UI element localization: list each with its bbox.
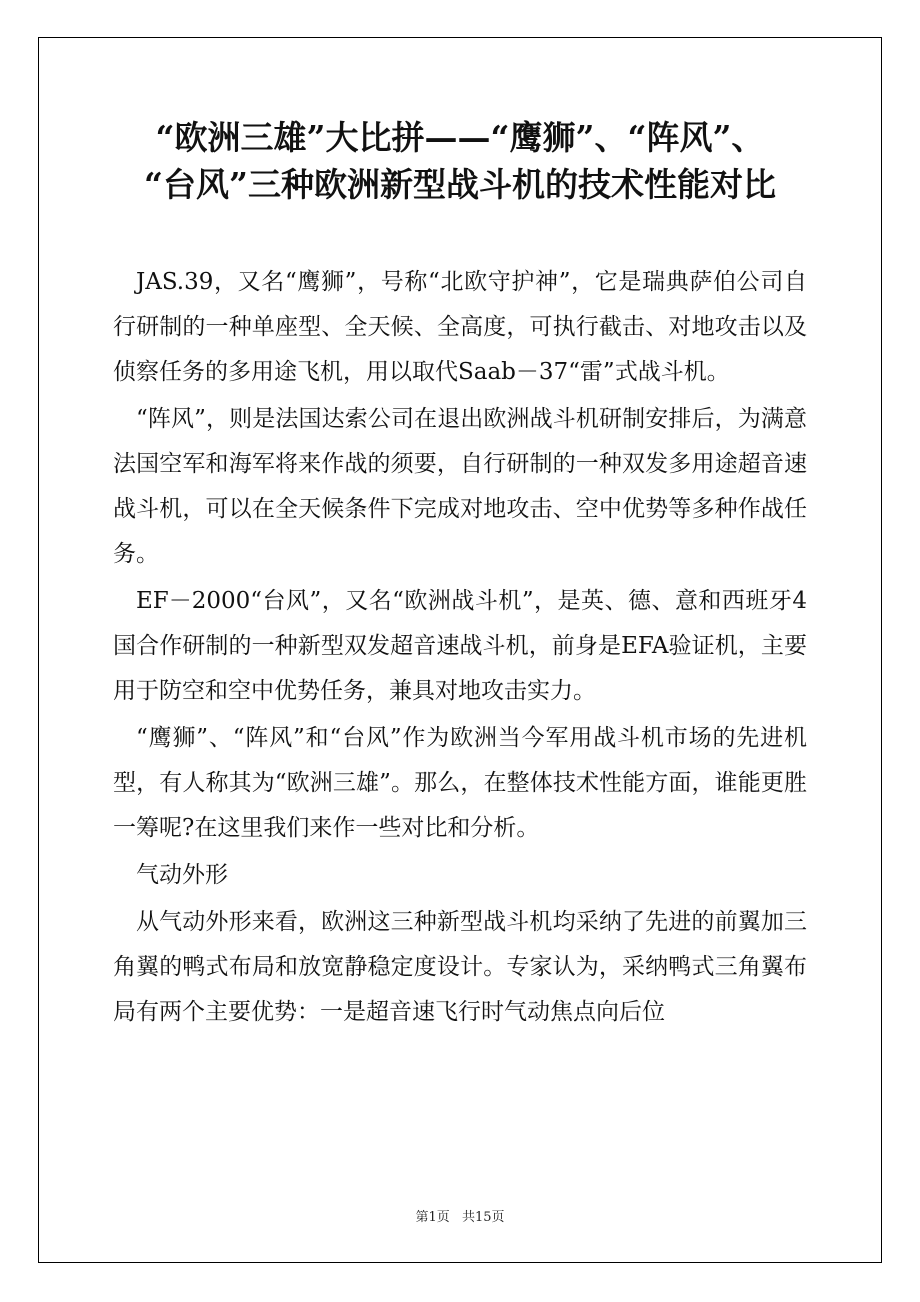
page-total: 共15页 xyxy=(461,1210,505,1225)
document-title-line-1: “欧洲三雄”大比拼——“鹰狮”、“阵风”、 xyxy=(155,118,765,157)
document-body xyxy=(113,260,807,1037)
section-paragraph: 从气动外形来看，欧洲这三种新型战斗机均采纳了先进的前翼加三角翼的鸭式布局和放宽静稳定度设计。专家认为，采纳鸭式三角翼布局有两个主要优势：一是超音速飞行时气动焦点向后位 xyxy=(113,909,807,1025)
paragraph-1: JAS.39，又名“鹰狮”，号称“北欧守护神”，它是瑞典萨伯公司自行研制的一种单座型、全天候、全高度，可执行截击、对地攻击以及侦察任务的多用途飞机，用以取代Saab－37“雷”式战斗机。 xyxy=(113,269,807,385)
section-heading: 气动外形 xyxy=(136,862,228,888)
document-title-line-2: “台风”三种欧洲新型战斗机的技术性能对比 xyxy=(144,165,776,204)
page-footer xyxy=(0,1206,920,1225)
page-number: 第1页 xyxy=(415,1210,450,1225)
paragraph-2: “阵风”，则是法国达索公司在退出欧洲战斗机研制安排后，为满意法国空军和海军将来作战的须要，自行研制的一种双发多用途超音速战斗机，可以在全天候条件下完成对地攻击、空中优势等多种作战任务。 xyxy=(113,406,807,567)
paragraph-3: EF－2000“台风”，又名“欧洲战斗机”，是英、德、意和西班牙4国合作研制的一种新型双发超音速战斗机，前身是EFA验证机，主要用于防空和空中优势任务，兼具对地攻击实力。 xyxy=(113,588,807,704)
paragraph-4: “鹰狮”、“阵风”和“台风”作为欧洲当今军用战斗机市场的先进机型，有人称其为“欧洲三雄”。那么，在整体技术性能方面，谁能更胜一筹呢?在这里我们来作一些对比和分析。 xyxy=(113,725,807,841)
